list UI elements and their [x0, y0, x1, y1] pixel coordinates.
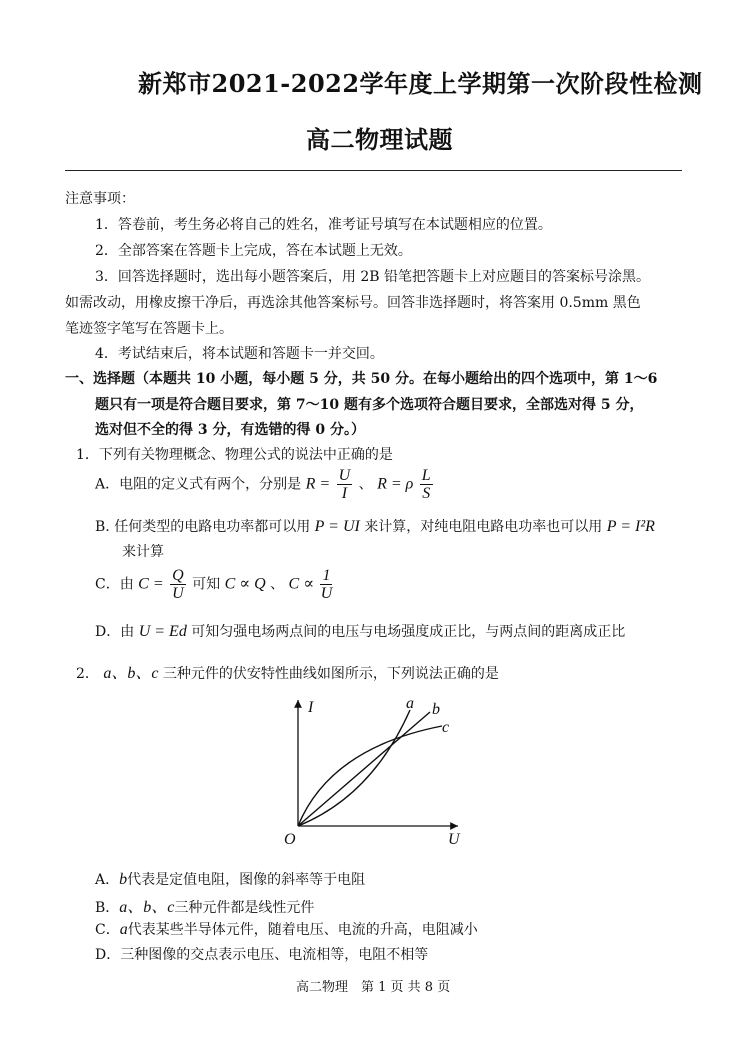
q2-stem-number: 2． — [76, 666, 99, 682]
q1-c-frac2-numerator: 1 — [322, 567, 331, 584]
q2-option-a-prefix: A． — [95, 872, 120, 888]
q1-c-frac2-denominator: U — [320, 585, 333, 602]
q1-option-c-fraction-2 — [320, 567, 332, 602]
q2-stem — [76, 660, 499, 683]
notice-heading: 注意事项： — [65, 191, 135, 207]
q1-option-d-eq: U = Ed — [138, 623, 187, 640]
q1-option-b-text-2: 来计算，对纯电阻电路电功率也可以用 — [364, 519, 603, 535]
q2-stem-text: 三种元件的伏安特性曲线如图所示，下列说法正确的是 — [162, 666, 499, 682]
q1-c-frac1-numerator: Q — [172, 567, 184, 584]
notice-item-3-cont-2: 笔迹签字笔写在答题卡上。 — [65, 321, 233, 337]
q2-option-b-var: a、b、c — [119, 899, 175, 916]
q1-option-b-eq1: P = UI — [314, 518, 360, 535]
q1-option-b-eq2: P = I²R — [606, 518, 655, 535]
q1-a-frac2-denominator: S — [422, 485, 431, 502]
q1-option-b-text-1: B. 任何类型的电路电功率都可以用 — [95, 519, 311, 535]
q1-a-frac1-numerator: U — [338, 467, 351, 484]
q2-option-c-text: 代表某些半导体元件，随着电压、电流的升高，电阻减小 — [127, 922, 478, 938]
q1-a-frac2-numerator: L — [421, 467, 431, 484]
q2-option-b-text: 三种元件都是线性元件 — [174, 900, 315, 916]
q1-option-d-text-1: D．由 — [95, 624, 135, 640]
q1-option-b — [95, 516, 655, 536]
q1-option-a-eq2-lhs: R = ρ — [377, 475, 414, 493]
q2-option-d: D．三种图像的交点表示电压、电流相等，电阻不相等 — [95, 947, 429, 963]
q2-stem-vars: a、b、c — [103, 665, 159, 682]
q1-option-c-separator: 、 — [270, 576, 285, 593]
notice-item-4: 4．考试结束后，将本试题和答题卡一并交回。 — [95, 346, 384, 362]
section-header-line-2: 题只有一项是符合题目要求，第 7～10 题有多个选项符合题目要求，全部选对得 5 分， — [95, 397, 644, 413]
graph-origin-label: O — [284, 831, 296, 848]
curve-a — [298, 710, 410, 826]
section-header-line-3: 选对但不全的得 3 分，有选错的得 0 分。） — [95, 422, 365, 438]
exam-subtitle: 高二物理试题 — [306, 125, 453, 154]
q2-option-c — [95, 919, 478, 939]
curve-c — [298, 726, 442, 826]
q2-option-b — [95, 894, 314, 917]
q1-option-c — [95, 567, 334, 602]
q1-option-a-eq1-lhs: R = — [305, 475, 331, 493]
graph-u-label: U — [448, 831, 460, 848]
q2-option-a-var: b — [119, 871, 128, 888]
notice-item-3: 3．回答选择题时，选出每小题答案后，用 2B 铅笔把答题卡上对应题目的答案标号涂黑。 — [95, 269, 651, 285]
q1-a-frac1-denominator: I — [341, 485, 348, 502]
q1-option-c-text-2: 可知 — [192, 576, 221, 593]
q1-c-frac1-denominator: U — [172, 585, 184, 602]
notice-item-3-cont-1: 如需改动，用橡皮擦干净后，再选涂其他答案标号。回答非选择题时，将答案用 0.5mm 黑色 — [65, 295, 641, 311]
q1-option-c-eq2: C ∝ Q — [224, 575, 266, 593]
section-header-line-1: 一、选择题（本题共 10 小题，每小题 5 分，共 50 分。在每小题给出的四个选项中，第 1～6 — [65, 371, 658, 387]
q1-option-c-text-1: C．由 — [95, 576, 134, 593]
notice-item-2: 2．全部答案在答题卡上完成，答在本试题上无效。 — [95, 243, 412, 259]
curve-b — [298, 712, 430, 826]
graph-i-label: I — [308, 699, 314, 716]
q2-option-b-prefix: B． — [95, 900, 120, 916]
curve-c-label: c — [442, 719, 450, 736]
q1-option-a — [95, 467, 435, 502]
q2-option-c-var: a — [119, 921, 128, 938]
q2-option-c-prefix: C． — [95, 922, 120, 938]
q1-option-a-fraction-2 — [420, 467, 433, 502]
q1-option-a-fraction-1 — [337, 467, 353, 502]
page-footer: 高二物理 第 1 页 共 8 页 — [296, 980, 451, 995]
q1-option-a-separator: 、 — [358, 476, 373, 493]
curve-a-label: a — [406, 695, 414, 712]
q1-stem: 1．下列有关物理概念、物理公式的说法中正确的是 — [76, 447, 393, 463]
iv-characteristic-graph — [280, 692, 480, 852]
curve-b-label: b — [432, 701, 440, 718]
q1-option-d — [95, 621, 625, 641]
q1-option-a-text: A．电阻的定义式有两个，分别是 — [95, 476, 302, 493]
q1-option-b-cont: 来计算 — [122, 544, 164, 560]
q1-option-c-eq3-lhs: C ∝ — [288, 575, 315, 593]
q2-option-a — [95, 869, 365, 889]
q1-option-c-eq-lhs: C = — [138, 575, 164, 593]
exam-title: 新郑市2021-2022学年度上学期第一次阶段性检测 — [138, 69, 703, 98]
notice-item-1: 1．答卷前，考生务必将自己的姓名，准考证号填写在本试题相应的位置。 — [95, 217, 552, 233]
q2-option-a-text: 代表是定值电阻，图像的斜率等于电阻 — [127, 872, 366, 888]
q1-option-c-fraction-1 — [170, 567, 186, 602]
title-divider — [65, 170, 682, 171]
q1-option-d-text-2: 可知匀强电场两点间的电压与电场强度成正比，与两点间的距离成正比 — [191, 624, 626, 640]
